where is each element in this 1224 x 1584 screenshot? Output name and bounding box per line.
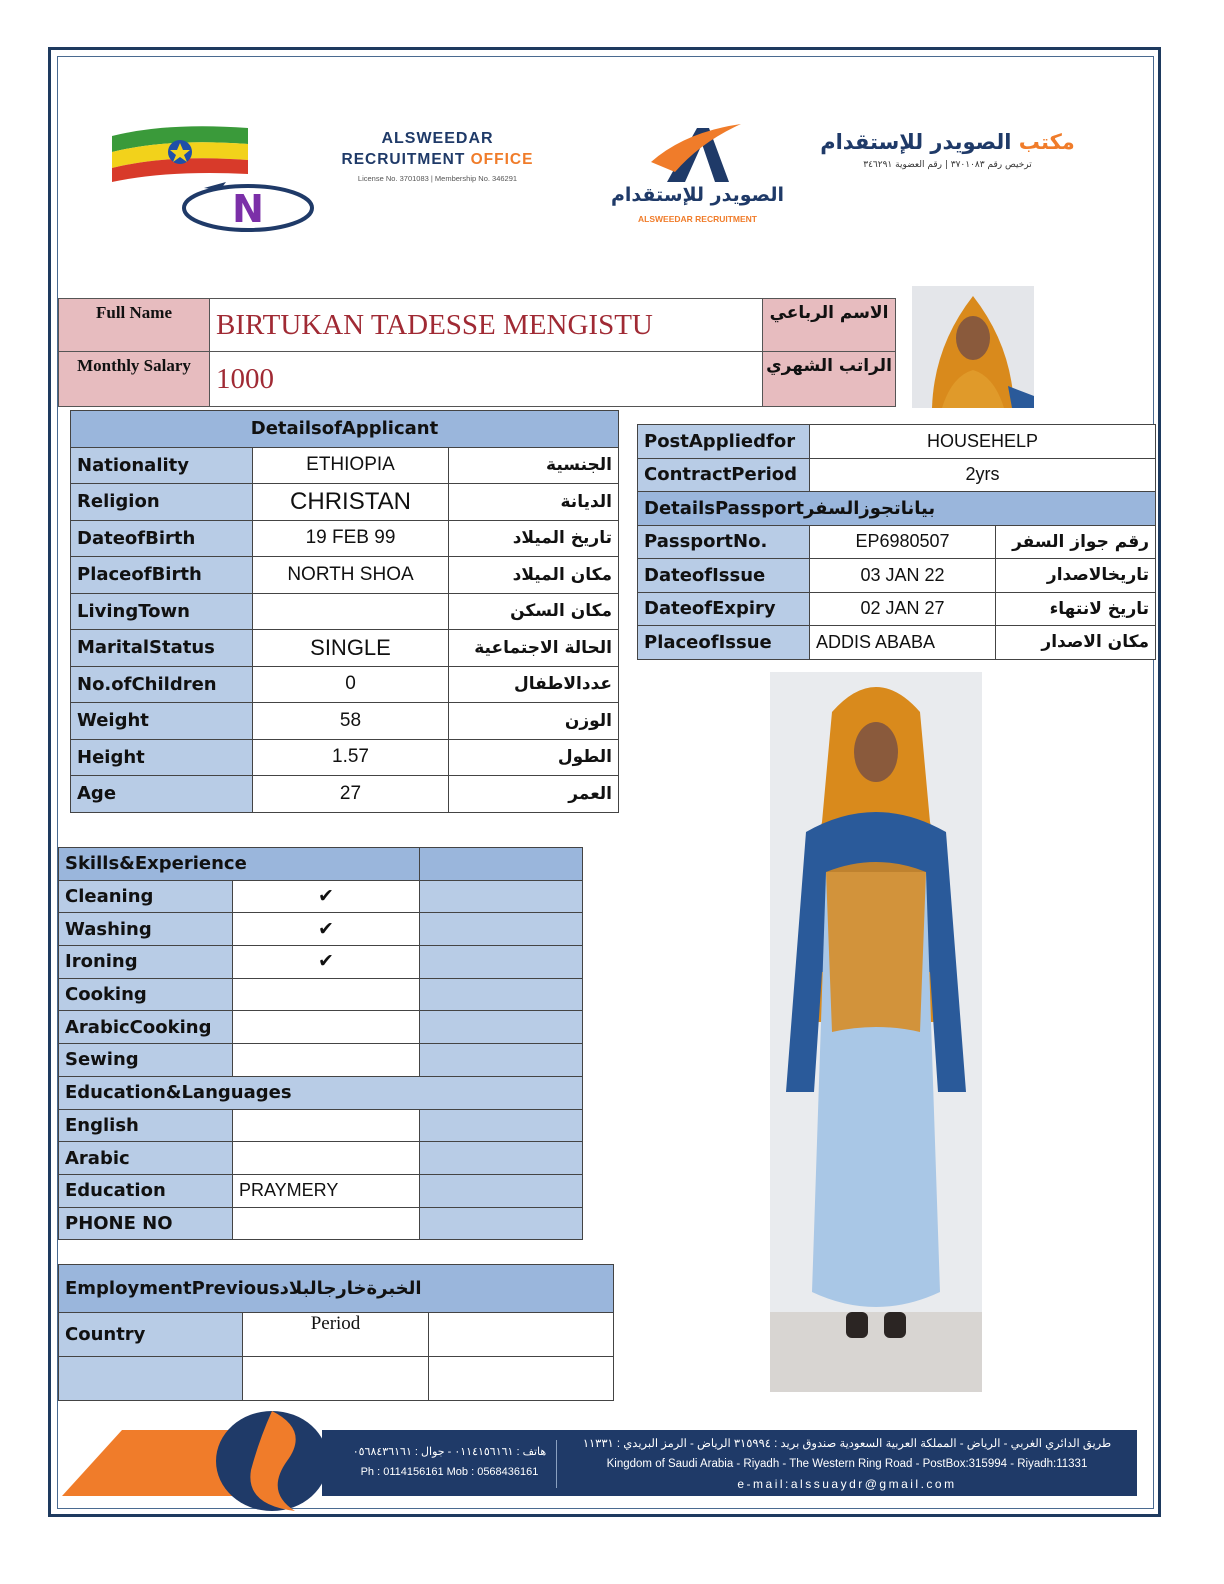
skill-check: ✔ <box>233 880 420 913</box>
skill-extra <box>420 1044 583 1077</box>
row-value: 27 <box>253 776 449 813</box>
salary-arabic-label: الراتب الشهري <box>763 352 896 407</box>
skill-check <box>233 1044 420 1077</box>
row-arabic-label: الجنسية <box>449 447 619 484</box>
skill-label: Sewing <box>59 1044 233 1077</box>
row-label: PassportNo. <box>638 525 810 559</box>
row-value: 03 JAN 22 <box>810 559 996 593</box>
row-value: ADDIS ABABA <box>810 626 996 660</box>
passport-details-title: DetailsPassportبياناتجوزالسفر <box>638 492 1156 526</box>
contract-period-label: ContractPeriod <box>638 458 810 492</box>
row-label: PlaceofBirth <box>71 557 253 594</box>
skill-label: Ironing <box>59 946 233 979</box>
skill-label: Cleaning <box>59 880 233 913</box>
contract-period-value: 2yrs <box>810 458 1156 492</box>
full-name-value: BIRTUKAN TADESSE MENGISTU <box>210 299 763 352</box>
table-row <box>71 630 619 667</box>
name-salary-table <box>58 298 896 407</box>
education-extra <box>420 1142 583 1175</box>
footer-address <box>562 1434 1132 1494</box>
applicant-details-title: DetailsofApplicant <box>71 411 619 448</box>
table-row <box>59 913 583 946</box>
row-value: 02 JAN 27 <box>810 592 996 626</box>
skill-extra <box>420 1011 583 1044</box>
alsweedar-english-logo <box>320 130 555 183</box>
table-row <box>71 666 619 703</box>
education-value: PRAYMERY <box>233 1174 420 1207</box>
row-arabic-label: عددالاطفال <box>449 666 619 703</box>
row-value: 19 FEB 99 <box>253 520 449 557</box>
logo-line-2: RECRUITMENT OFFICE <box>341 151 534 168</box>
skill-check <box>233 1011 420 1044</box>
row-value <box>253 593 449 630</box>
footer-phone-arabic: هاتف : ٠١١٤١٥٦١٦١ - جوال : ٠٥٦٨٤٣٦١٦١ <box>352 1446 547 1458</box>
post-passport-table <box>637 424 1156 660</box>
row-value: SINGLE <box>253 630 449 667</box>
table-row <box>59 1174 583 1207</box>
row-value: ETHIOPIA <box>253 447 449 484</box>
education-label: Education <box>59 1174 233 1207</box>
salary-value: 1000 <box>210 352 763 407</box>
ethiopia-flag-logo <box>108 122 318 234</box>
salary-label: Monthly Salary <box>59 352 210 407</box>
row-arabic-label: مكان الاصدار <box>996 626 1156 660</box>
row-arabic-label: الطول <box>449 739 619 776</box>
svg-text:N: N <box>232 187 264 231</box>
country-label: Country <box>59 1313 243 1357</box>
row-arabic-label: تاريخ الميلاد <box>449 520 619 557</box>
table-row <box>71 739 619 776</box>
skills-title: Skills&Experience <box>59 848 420 881</box>
alsweedar-arabic-logo <box>820 130 1075 170</box>
education-label: PHONE NO <box>59 1207 233 1240</box>
applicant-details-table <box>70 410 619 813</box>
row-value: CHRISTAN <box>253 484 449 521</box>
row-label: MaritalStatus <box>71 630 253 667</box>
employment-blank-cell <box>429 1357 614 1401</box>
post-applied-label: PostAppliedfor <box>638 425 810 459</box>
skill-label: Washing <box>59 913 233 946</box>
row-arabic-label: العمر <box>449 776 619 813</box>
education-value <box>233 1142 420 1175</box>
table-row <box>59 1076 583 1109</box>
footer-phone-english: Ph : 0114156161 Mob : 0568436161 <box>360 1466 539 1478</box>
skills-education-table <box>58 847 583 1240</box>
table-row <box>638 492 1156 526</box>
row-label: Nationality <box>71 447 253 484</box>
row-label: DateofIssue <box>638 559 810 593</box>
letter-a-logo-icon <box>605 122 790 184</box>
table-row <box>59 1207 583 1240</box>
full-name-label: Full Name <box>59 299 210 352</box>
table-row <box>638 425 1156 459</box>
footer-phones <box>342 1442 557 1482</box>
skill-label: ArabicCooking <box>59 1011 233 1044</box>
footer-contact-bar <box>322 1430 1137 1496</box>
table-row <box>71 557 619 594</box>
footer-divider <box>556 1440 557 1488</box>
table-row <box>638 559 1156 593</box>
education-extra <box>420 1109 583 1142</box>
education-label: Arabic <box>59 1142 233 1175</box>
post-applied-value: HOUSEHELP <box>810 425 1156 459</box>
period-value <box>243 1357 429 1401</box>
row-label: Height <box>71 739 253 776</box>
period-label: Period <box>243 1313 429 1357</box>
previous-employment-table <box>58 1264 614 1401</box>
skill-extra <box>420 978 583 1011</box>
applicant-portrait-photo <box>912 286 1034 408</box>
skill-extra <box>420 913 583 946</box>
table-row <box>59 848 583 881</box>
table-row <box>638 525 1156 559</box>
table-row <box>59 1011 583 1044</box>
row-label: Age <box>71 776 253 813</box>
table-row <box>71 776 619 813</box>
skill-label: Cooking <box>59 978 233 1011</box>
footer-email: e-mail:alssuaydr@gmail.com <box>737 1477 957 1491</box>
table-row <box>59 880 583 913</box>
footer-address-english: Kingdom of Saudi Arabia - Riyadh - The Western Ring Road - PostBox:315994 - Riyadh:11331 <box>606 1458 1088 1470</box>
skill-extra <box>420 946 583 979</box>
table-row <box>71 484 619 521</box>
skill-check <box>233 978 420 1011</box>
table-row <box>59 946 583 979</box>
right-logo-license: ترخيص رقم ٣٧٠١٠٨٣ | رقم العضوية ٣٤٦٢٩١ <box>863 160 1032 170</box>
table-row <box>71 703 619 740</box>
row-arabic-label: مكان الميلاد <box>449 557 619 594</box>
education-value <box>233 1109 420 1142</box>
footer-address-arabic: طريق الدائري الغربي - الرياض - المملكة العربية السعودية صندوق بريد : ٣١٥٩٩٤ الرياض - الرمز البريدي : ١١٣٣١ <box>582 1438 1112 1450</box>
row-value: 0 <box>253 666 449 703</box>
table-row <box>71 593 619 630</box>
row-value: EP6980507 <box>810 525 996 559</box>
logo-line-1: ALSWEEDAR <box>381 130 494 147</box>
footer-logo-circle-icon <box>215 1410 330 1512</box>
row-label: DateofBirth <box>71 520 253 557</box>
table-row <box>59 1313 614 1357</box>
row-value: NORTH SHOA <box>253 557 449 594</box>
table-row <box>638 626 1156 660</box>
row-arabic-label: الديانة <box>449 484 619 521</box>
education-extra <box>420 1174 583 1207</box>
row-value: 1.57 <box>253 739 449 776</box>
row-value: 58 <box>253 703 449 740</box>
education-value <box>233 1207 420 1240</box>
skills-title-blank <box>420 848 583 881</box>
right-logo-title: مكتب الصويدر للإستقدام <box>820 130 1075 154</box>
education-title: Education&Languages <box>59 1076 583 1109</box>
employment-blank-cell <box>429 1313 614 1357</box>
employment-title: EmploymentPreviousالخبرةخارجالبلاد <box>59 1265 614 1313</box>
table-row <box>638 458 1156 492</box>
row-label: Religion <box>71 484 253 521</box>
row-label: PlaceofIssue <box>638 626 810 660</box>
table-row <box>71 520 619 557</box>
center-logo-english: ALSWEEDAR RECRUITMENT <box>638 214 757 224</box>
row-arabic-label: الحالة الاجتماعية <box>449 630 619 667</box>
education-label: English <box>59 1109 233 1142</box>
skill-check: ✔ <box>233 946 420 979</box>
logo-license: License No. 3701083 | Membership No. 346291 <box>357 174 518 183</box>
table-row <box>59 978 583 1011</box>
row-label: Weight <box>71 703 253 740</box>
row-arabic-label: تاريخالاصدار <box>996 559 1156 593</box>
applicant-full-body-photo <box>770 672 982 1392</box>
center-logo-arabic: الصويدر للإستقدام <box>610 184 785 206</box>
row-arabic-label: رقم جواز السفر <box>996 525 1156 559</box>
table-row <box>71 447 619 484</box>
full-name-arabic-label: الاسم الرباعي <box>763 299 896 352</box>
education-extra <box>420 1207 583 1240</box>
row-label: No.ofChildren <box>71 666 253 703</box>
alsweedar-center-logo <box>605 122 790 232</box>
row-arabic-label: مكان السكن <box>449 593 619 630</box>
table-row <box>59 1044 583 1077</box>
skill-extra <box>420 880 583 913</box>
table-row <box>59 1265 614 1313</box>
table-row <box>59 1357 614 1401</box>
country-value <box>59 1357 243 1401</box>
row-label: LivingTown <box>71 593 253 630</box>
row-arabic-label: الوزن <box>449 703 619 740</box>
table-row <box>59 1142 583 1175</box>
row-label: DateofExpiry <box>638 592 810 626</box>
skill-check: ✔ <box>233 913 420 946</box>
table-row <box>638 592 1156 626</box>
row-arabic-label: تاريخ لانتهاء <box>996 592 1156 626</box>
table-row <box>59 1109 583 1142</box>
